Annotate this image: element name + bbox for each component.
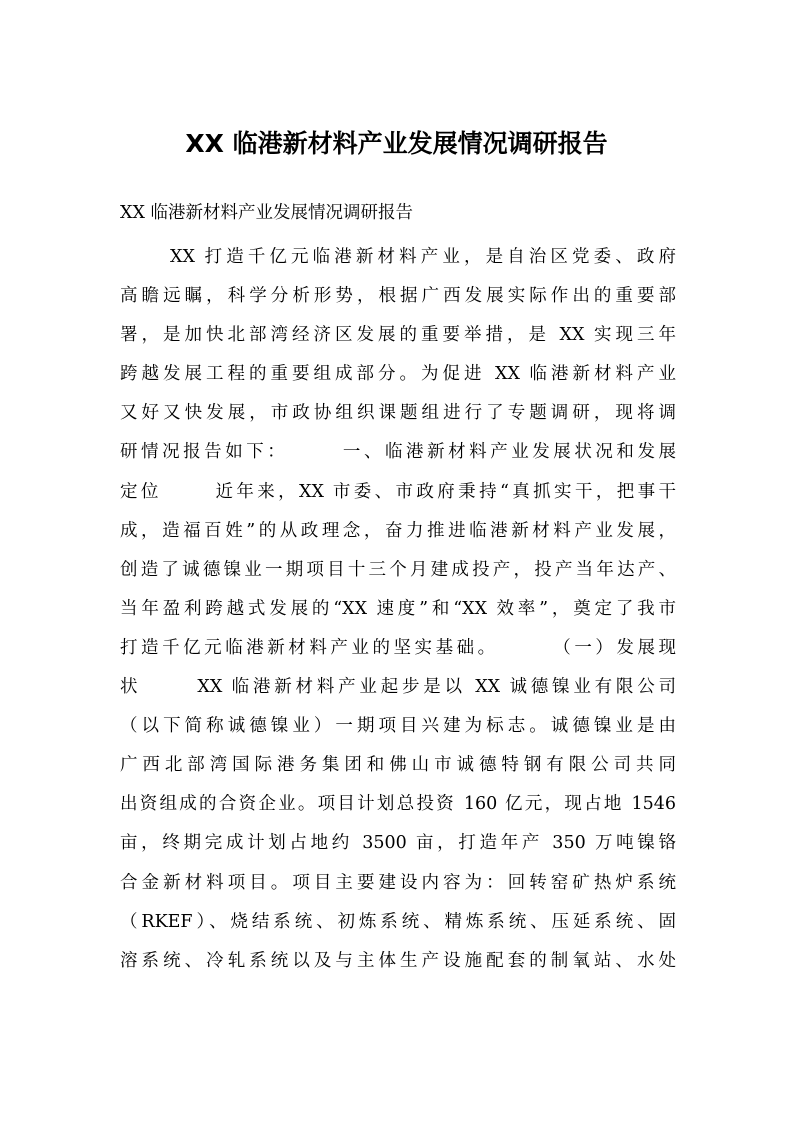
body-line: 研情况报告如下： 一、临港新材料产业发展状况和发展	[120, 442, 676, 463]
body-line: 跨越发展工程的重要组成部分。为促进 XX 临港新材料产业	[120, 364, 676, 385]
body-line: （以下简称诚德镍业）一期项目兴建为标志。诚德镍业是由	[120, 716, 676, 737]
body-line: （RKEF）、烧结系统、初炼系统、精炼系统、压延系统、固	[120, 911, 676, 932]
body-line: 成，造福百姓”的从政理念，奋力推进临港新材料产业发展，	[120, 520, 676, 541]
document-title: XX 临港新材料产业发展情况调研报告	[185, 129, 608, 158]
body-line: 合金新材料项目。项目主要建设内容为：回转窑矿热炉系统	[120, 872, 676, 893]
body-line: 当年盈利跨越式发展的“XX 速度”和“XX 效率”，奠定了我市	[120, 598, 676, 619]
body-line: 溶系统、冷轧系统以及与主体生产设施配套的制氧站、水处	[120, 950, 676, 971]
document-subtitle: XX 临港新材料产业发展情况调研报告	[120, 203, 413, 223]
body-line: 打造千亿元临港新材料产业的坚实基础。 （一）发展现	[120, 637, 676, 658]
document-body	[120, 238, 676, 981]
body-line: 高瞻远瞩，科学分析形势，根据广西发展实际作出的重要部	[120, 286, 676, 307]
body-line: 状 XX 临港新材料产业起步是以 XX 诚德镍业有限公司	[120, 677, 676, 698]
body-line: XX 打造千亿元临港新材料产业，是自治区党委、政府	[170, 247, 676, 267]
body-line: 亩，终期完成计划占地约 3500 亩，打造年产 350 万吨镍铬	[120, 833, 676, 854]
body-line: 广西北部湾国际港务集团和佛山市诚德特钢有限公司共同	[120, 755, 676, 776]
body-line: 出资组成的合资企业。项目计划总投资 160 亿元，现占地 1546	[120, 794, 676, 815]
body-line: 创造了诚德镍业一期项目十三个月建成投产，投产当年达产、	[120, 559, 676, 580]
body-line: 又好又快发展，市政协组织课题组进行了专题调研，现将调	[120, 403, 676, 424]
body-line: 署，是加快北部湾经济区发展的重要举措，是 XX 实现三年	[120, 325, 676, 346]
body-line: 定位 近年来，XX 市委、市政府秉持“真抓实干，把事干	[120, 481, 676, 502]
